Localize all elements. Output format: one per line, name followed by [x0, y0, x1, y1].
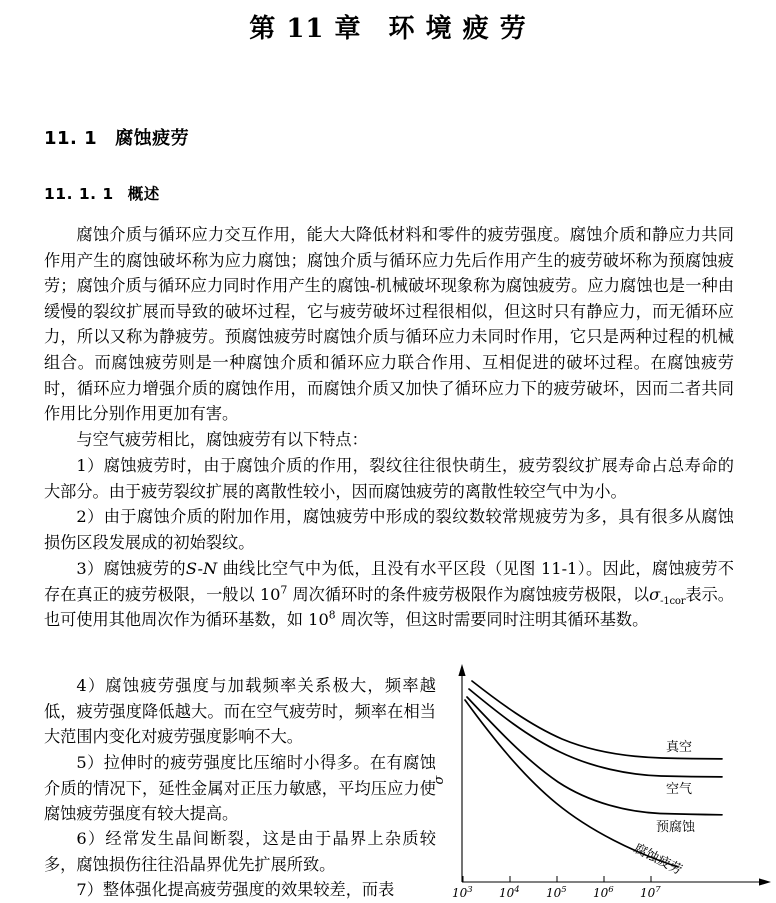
heading-section-11-1-text: 腐蚀疲劳 — [115, 128, 190, 149]
x-tick-label-1: $10^4$ — [499, 885, 520, 900]
x-tick-label-0: $10^3$ — [452, 885, 473, 900]
page-title: 第 11 章 环 境 疲 劳 — [249, 14, 527, 44]
list-item-3-part-e: 周次等，但这时需要同时注明其循环基数。 — [335, 610, 649, 630]
y-axis — [458, 664, 465, 882]
sigma-symbol: σ — [649, 584, 661, 604]
curve-label-vacuum: 真空 — [666, 740, 693, 755]
list-item-5: 5）拉伸时的疲劳强度比压缩时小得多。在有腐蚀介质的情况下，延性金属对正压力敏感，平均压应力使腐蚀疲劳强度有较大提高。 — [44, 753, 436, 824]
paragraph-overview: 腐蚀介质与循环应力交互作用，能大大降低材料和零件的疲劳强度。腐蚀介质和静应力共同作用产生的腐蚀破坏称为应力腐蚀；腐蚀介质与循环应力先后作用产生的疲劳破坏称为预腐蚀疲劳；腐蚀介质与循环应力同时作用产生的腐蚀-机械破坏现象称为腐蚀疲劳。应力腐蚀也是一种由缓慢的裂纹扩展而导致的破坏过程，它与疲劳破坏过程很相似，但这时只有静应力，而无循环应力，所以又称为静疲劳。预腐蚀疲劳时腐蚀介质与循环应力未同时作用，它只是两种过程的机械组合。而腐蚀疲劳则是一种腐蚀介质和循环应力联合作用、互相促进的破坏过程。在腐蚀疲劳时，循环应力增强介质的腐蚀作用，而腐蚀介质又加快了循环应力下的疲劳破坏，因而二者共同作用比分别作用更加有害。 — [44, 225, 734, 424]
curve-label-precorrosion: 预腐蚀 — [656, 820, 696, 835]
heading-section-11-1-number: 11. 1 — [44, 128, 98, 149]
curve-corrosion-fatigue — [465, 700, 678, 867]
list-item-3-part-a: 3）腐蚀疲劳的 — [76, 559, 186, 578]
list-item-2: 2）由于腐蚀介质的附加作用，腐蚀疲劳中形成的裂纹数较常规疲劳为多，具有很多从腐蚀损伤区段发展成的初始裂纹。 — [44, 507, 734, 552]
exponent-7: 7 — [280, 583, 288, 597]
x-axis-ticks — [463, 876, 651, 882]
heading-section-11-1-1-text: 概述 — [127, 185, 160, 203]
list-item-4: 4）腐蚀疲劳强度与加载频率关系极大，频率越低，疲劳强度降低越大。而在空气疲劳时，频率在相当大范围内变化对疲劳强度影响不大。 — [44, 676, 436, 747]
list-item-3-part-d: 表示。也可使用其他周次作为循环基数，如 10 — [44, 584, 734, 630]
curve-air — [469, 689, 722, 777]
curve-label-air: 空气 — [666, 782, 693, 797]
list-item-3 — [44, 556, 734, 633]
sn-curve-symbol: S-N — [185, 559, 218, 578]
x-axis — [462, 878, 771, 885]
curve-label-corrosion-fatigue: 腐蚀疲劳 — [631, 841, 685, 879]
list-item-3-part-c: 周次循环时的条件疲劳极限作为腐蚀疲劳极限，以 — [287, 584, 650, 604]
sigma-subscript: -1cor — [660, 595, 686, 607]
paragraph-characteristics-intro: 与空气疲劳相比，腐蚀疲劳有以下特点： — [76, 430, 368, 449]
x-tick-label-4: $10^7$ — [640, 885, 661, 900]
sn-curve-chart — [430, 655, 776, 903]
list-item-7: 7）整体强化提高疲劳强度的效果较差，而表 — [76, 880, 395, 899]
heading-section-11-1 — [44, 124, 189, 150]
y-axis-label: σ — [432, 775, 447, 785]
list-item-1: 1）腐蚀疲劳时，由于腐蚀介质的作用，裂纹往往很快萌生，疲劳裂纹扩展寿命占总寿命的大部分。由于疲劳裂纹扩展的离散性较小，因而腐蚀疲劳的离散性较空气中为小。 — [44, 456, 734, 501]
x-axis-tick-labels — [452, 885, 661, 900]
figure-sn-curves — [430, 655, 776, 903]
x-tick-label-3: $10^6$ — [593, 885, 614, 900]
list-item-6: 6）经常发生晶间断裂，这是由于晶界上杂质较多，腐蚀损伤往往沿晶界优先扩展所致。 — [44, 829, 436, 874]
curve-precorrosion — [467, 697, 722, 815]
exponent-8: 8 — [328, 608, 336, 622]
heading-section-11-1-1 — [44, 182, 160, 204]
heading-section-11-1-1-number: 11. 1. 1 — [44, 185, 114, 203]
x-tick-label-2: $10^5$ — [546, 885, 567, 900]
list-item-3-part-b: 曲线比空气中为低，且没有水平区段（见图 11-1）。因此，腐蚀疲劳不存在真正的疲劳极限，一般以 10 — [44, 559, 734, 604]
